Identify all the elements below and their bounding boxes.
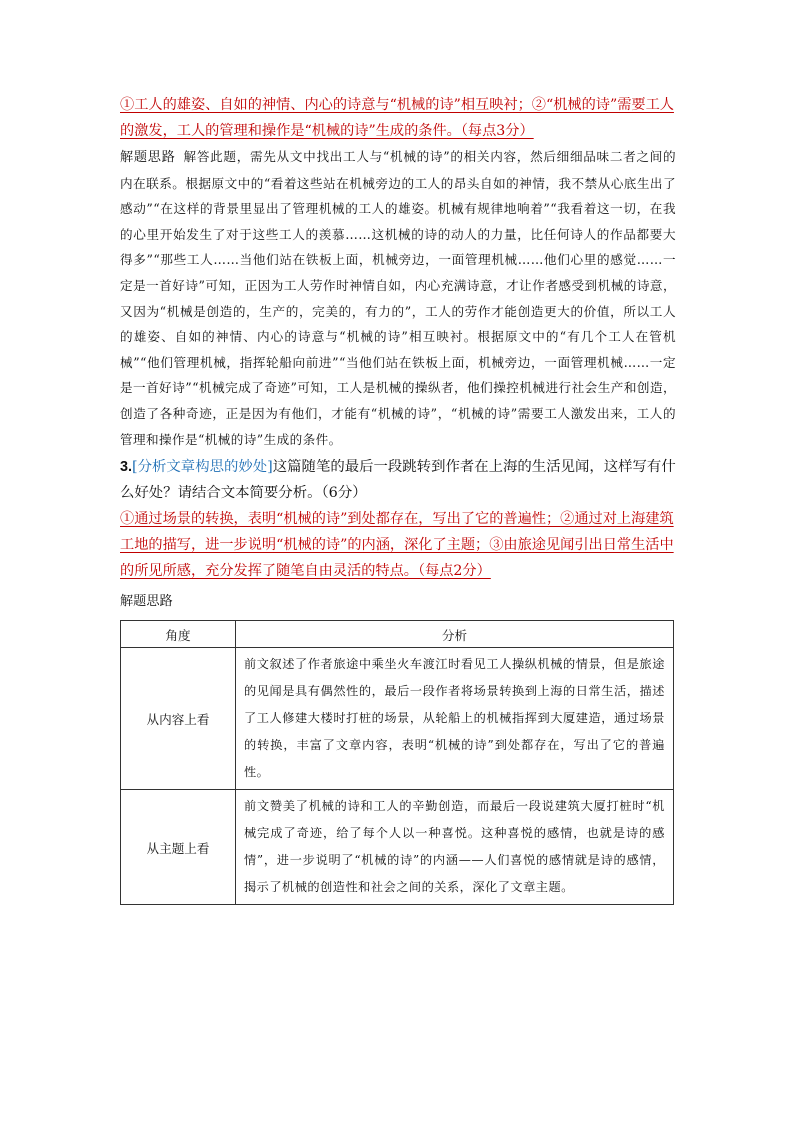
table-header-angle: 角度 [121, 621, 236, 648]
analysis-q2 [120, 144, 676, 452]
table-row [121, 790, 674, 905]
document-body [120, 92, 676, 905]
analysis-label: 解题思路 [120, 150, 176, 165]
table-cell-angle: 从内容上看 [121, 648, 236, 790]
table-header-row [121, 621, 674, 648]
analysis-label-q3: 解题思路 [120, 594, 173, 610]
table-row [121, 648, 674, 790]
analysis-table [120, 620, 674, 905]
table-cell-analysis: 前文叙述了作者旅途中乘坐火车渡江时看见工人操纵机械的情景，但是旅途的见闻是具有偶然性的，最后一段作者将场景转换到上海的日常生活，描述了工人修建大楼时打桩的场景，从轮船上的机械指挥到大厦建造，通过场景的转换，丰富了文章内容，表明“机械的诗”到处都存在，写出了它的普遍性。 [236, 648, 674, 790]
question-number: 3. [120, 459, 133, 476]
answer-q2: ①工人的雄姿、自如的神情、内心的诗意与“机械的诗”相互映衬；②“机械的诗”需要工人的激发，工人的管理和操作是“机械的诗”生成的条件。（每点3分） [120, 97, 674, 139]
question-tag: [分析文章构思的妙处] [132, 459, 273, 476]
table-cell-angle: 从主题上看 [121, 790, 236, 905]
question-text: 这篇随笔的最后一段跳转到作者在上海的生活见闻，这样写有什么好处？请结合文本简要分析。（6分） [120, 459, 676, 502]
answer-q3: ①通过场景的转换，表明“机械的诗”到处都存在，写出了它的普遍性；②通过对上海建筑工地的描写，进一步说明“机械的诗”的内涵，深化了主题；③由旅途见闻引出日常生活中的所见所感，充分发挥了随笔自由灵活的特点。（每点2分） [120, 511, 674, 580]
analysis-text: 解答此题，需先从文中找出工人与“机械的诗”的相关内容，然后细细品味二者之间的内在联系。根据原文中的“看着这些站在机械旁边的工人的昂头自如的神情，我不禁从心底生出了感动”“在这样的背景里显出了管理机械的工人的雄姿。机械有规律地响着”“我看着这一切，在我的心里开始发生了对于这些工人的羡慕……这机械的诗的动人的力量，比任何诗人的作品都要大得多”“那些工人……当他们站在铁板上面，机械旁边，一面管理机械……他们心里的感觉……一定是一首好诗”可知，正因为工人劳作时神情自如，内心充满诗意，才让作者感受到机械的诗意，又因为“机械是创造的，生产的，完美的，有力的”，工人的劳作才能创造更大的价值，所以工人的雄姿、自如的神情、内心的诗意与“机械的诗”相互映衬。根据原文中的“有几个工人在管机械”“他们管理机械，指挥轮船向前进”“当他们站在铁板上面，机械旁边，一面管理机械……一定是一首好诗”“机械完成了奇迹”可知，工人是机械的操纵者，他们操控机械进行社会生产和创造，创造了各种奇迹，正是因为有他们，才能有“机械的诗”，“机械的诗”需要工人激发出来，工人的管理和操作是“机械的诗”生成的条件。 [120, 149, 676, 447]
table-cell-analysis: 前文赞美了机械的诗和工人的辛勤创造，而最后一段说建筑大厦打桩时“机械完成了奇迹，给了每个人以一种喜悦。这种喜悦的感情，也就是诗的感情”，进一步说明了“机械的诗”的内涵——人们喜悦的感情就是诗的感情，揭示了机械的创造性和社会之间的关系，深化了文章主题。 [236, 790, 674, 905]
table-header-analysis: 分析 [236, 621, 674, 648]
question-3 [120, 454, 676, 506]
